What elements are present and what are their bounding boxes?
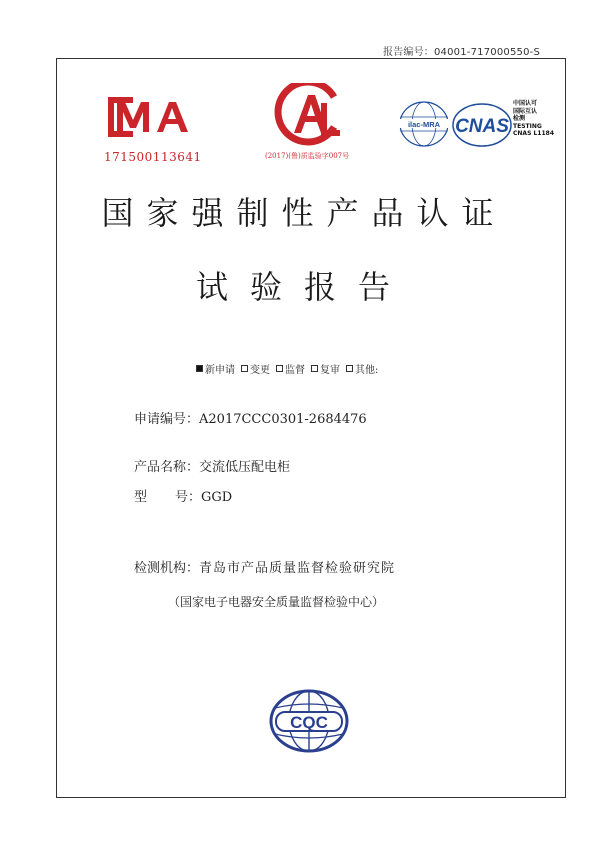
ilac-mra-logo [396, 97, 452, 151]
cnas-text-line: 国际互认 [513, 107, 538, 115]
cnas-side-text [513, 100, 554, 138]
model-label-char: 型 [134, 490, 148, 505]
option-review [311, 361, 340, 376]
document-subtitle: 试验报告 [195, 268, 412, 306]
checkbox-checked [196, 365, 203, 372]
model-label-char: 号： [175, 490, 202, 505]
svg-text:CNAS: CNAS [455, 116, 509, 137]
application-number-label: 申请编号： [134, 412, 200, 427]
option-label: 复审 [320, 365, 340, 376]
cnas-text-line: 中国认可 [513, 100, 538, 107]
option-label: 变更 [250, 365, 270, 376]
institution-name: 青岛市产品质量监督检验研究院 [199, 561, 396, 576]
cma-number: 171500113641 [104, 150, 202, 164]
cnas-text-line: TESTING [513, 122, 542, 130]
institution-row [134, 557, 395, 576]
model-value: GGD [201, 490, 233, 505]
option-label: 监督 [285, 365, 305, 376]
cal-caption: (2017)(鲁)质监验字007号 [265, 152, 350, 160]
option-change [241, 361, 270, 376]
svg-text:CQC: CQC [290, 713, 328, 732]
institution-sub-name: （国家电子电器安全质量监督检验中心） [168, 595, 385, 609]
document-frame [56, 58, 566, 798]
checkbox [346, 365, 353, 372]
cnas-logo [451, 102, 513, 148]
application-type-options [196, 361, 378, 376]
cma-logo [103, 94, 195, 140]
svg-text:ilac-MRA: ilac-MRA [407, 120, 441, 129]
cal-logo [268, 83, 348, 147]
report-number: 报告编号：04001-717000550-S [383, 47, 541, 58]
product-name-label: 产品名称： [134, 460, 200, 475]
checkbox [311, 365, 318, 372]
institution-label: 检测机构： [134, 561, 200, 576]
document-title: 国家强制性产品认证 [101, 194, 507, 232]
option-label: 其他: [355, 365, 379, 376]
application-number-row [134, 408, 367, 427]
option-other [346, 361, 378, 376]
model-row [134, 486, 232, 505]
cnas-text-line: 检测 [513, 115, 526, 122]
option-supervision [276, 361, 305, 376]
application-number-value: A2017CCC0301-2684476 [199, 412, 367, 427]
option-new-application [196, 361, 235, 376]
cqc-logo [268, 688, 350, 754]
checkbox [241, 365, 248, 372]
cnas-text-line: CNAS L1184 [513, 130, 555, 137]
option-label: 新申请 [205, 365, 235, 376]
product-name-row [134, 456, 290, 475]
checkbox [276, 365, 283, 372]
product-name-value: 交流低压配电柜 [199, 460, 291, 475]
